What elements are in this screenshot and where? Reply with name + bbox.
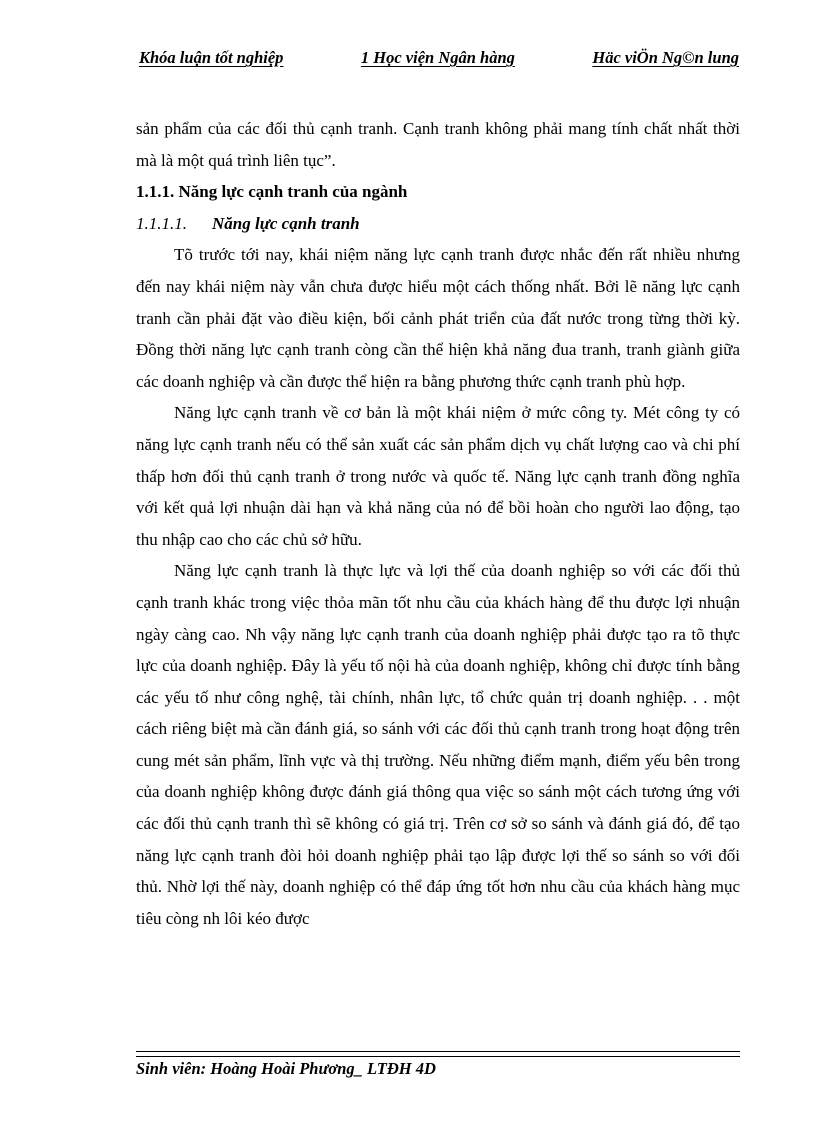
document-body [136,113,740,934]
header-school-garbled: Häc viÖn Ng©n lung [592,48,739,67]
page-header [139,48,739,68]
header-thesis-label: Khóa luận tốt nghiệp [139,48,284,67]
paragraph-3: Năng lực cạnh tranh là thực lực và lợi thế của doanh nghiệp so với các đối thủ cạnh tranh khác trong việc thỏa mãn tốt nhu cầu của khách hàng để thu được lợi nhuận ngày càng cao. Nh vậy năng lực cạnh tranh của doanh nghiệp phải được tạo ra tõ thực lực của doanh nghiệp. Đây là yếu tố nội hà của doanh nghiệp, không chỉ được tính bằng các yếu tố như công nghệ, tài chính, nhân lực, tổ chức quản trị doanh nghiệp. . . một cách riêng biệt mà cần đánh giá, so sánh với các đối thủ cạnh tranh trong hoạt động trên cung mét sản phẩm, lĩnh vực và thị trường. Nếu những điểm mạnh, điểm yếu bên trong của doanh nghiệp không được đánh giá thông qua việc so sánh một cách tương ứng với các đối thủ cạnh tranh thì sẽ không có giá trị. Trên cơ sở so sánh và đánh giá đó, để tạo năng lực cạnh tranh đòi hỏi doanh nghiệp phải tạo lập được lợi thế so sánh so với đối thủ. Nhờ lợi thế này, doanh nghiệp có thể đáp ứng tốt hơn nhu cầu của khách hàng mục tiêu còng nh lôi kéo được [136,561,740,928]
paragraph-2: Năng lực cạnh tranh về cơ bản là một khái niệm ở mức công ty. Mét công ty có năng lực cạnh tranh nếu có thể sản xuất các sản phẩm dịch vụ chất lượng cao và chi phí thấp hơn đối thủ cạnh tranh ở trong nước và quốc tế. Năng lực cạnh tranh đồng nghĩa với kết quả lợi nhuận dài hạn và khả năng của nó để bồi hoàn cho người lao động, tạo thu nhập cao cho các chủ sở hữu. [136,403,740,549]
subsection-heading [136,208,740,240]
header-page-school: 1 Học viện Ngân hàng [360,48,515,67]
page-footer: Sinh viên: Hoàng Hoài Phương_ LTĐH 4D [136,1059,436,1078]
section-heading: 1.1.1. Năng lực cạnh tranh của ngành [136,182,408,202]
subsection-title: Năng lực cạnh tranh [212,213,360,233]
footer-divider [136,1051,740,1057]
subsection-number: 1.1.1.1. [136,213,187,233]
paragraph-1: Tõ trước tới nay, khái niệm năng lực cạnh tranh được nhắc đến rất nhiều nhưng đến nay khái niệm này vẫn chưa được hiểu một cách thống nhất. Bởi lẽ năng lực cạnh tranh cần phải đặt vào điều kiện, bối cảnh phát triển của đất nước trong từng thời kỳ. Đồng thời năng lực cạnh tranh còng cần thể hiện khả năng đua tranh, tranh giành giữa các doanh nghiệp và cần được thể hiện ra bằng phương thức cạnh tranh phù hợp. [136,245,740,391]
paragraph-intro: sản phẩm của các đối thủ cạnh tranh. Cạnh tranh không phải mang tính chất nhất thời mà là một quá trình liên tục”. [136,119,740,170]
